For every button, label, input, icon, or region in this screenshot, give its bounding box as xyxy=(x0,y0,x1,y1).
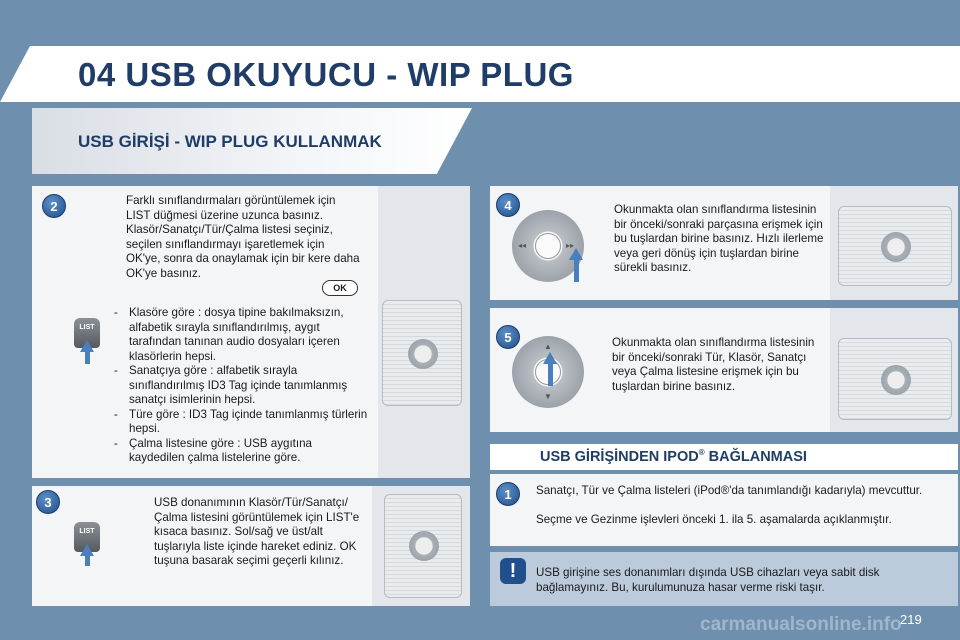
press-arrow-icon xyxy=(80,340,94,352)
radio-unit-illustration xyxy=(384,494,462,598)
radio-knob-icon xyxy=(881,232,911,262)
forward-icon: ▸▸ xyxy=(566,241,575,250)
down-icon: ▼ xyxy=(544,392,552,401)
step-3-paragraph: USB donanımının Klasör/Tür/Sanatçı/ Çalma listesini görüntülemek için LIST'e kısaca basınız. Sol/sağ ve üst/alt tuşlarıyla liste içinde hareket ediniz. OK tuşuna basarak seçimi geçerli kılınız. xyxy=(154,496,360,567)
bullet-genre: - Türe göre : ID3 Tag içinde tanımlanmış türlerin hepsi. xyxy=(112,408,370,437)
warning-icon: ! xyxy=(500,558,526,584)
section-title: USB GİRİŞİ - WIP PLUG KULLANMAK xyxy=(78,132,382,151)
press-arrow-stem xyxy=(548,364,553,386)
registered-mark: ® xyxy=(698,448,705,457)
step-5-badge: 5 xyxy=(496,325,520,349)
step-2-bullet-list xyxy=(112,306,370,466)
bullet-artist: - Sanatçıya göre : alfabetik sırayla sınıflandırılmış ID3 Tag içinde tanımlanmış sanatçı isimlerinin hepsi. xyxy=(112,364,370,408)
step-4-paragraph: Okunmakta olan sınıflandırma listesinin bir önceki/sonraki parçasına erişmek için bu tuşlardan birine basınız. Hızlı ilerleme veya geri dönüş için tuşlardan birine sürekli basınız. xyxy=(614,203,824,274)
step-5-paragraph: Okunmakta olan sınıflandırma listesinin bir önceki/sonraki Tür, Klasör, Sanatçı veya Çalma listesine erişmek için bu tuşlardan birine basınız. xyxy=(612,336,815,393)
step-2-badge: 2 xyxy=(42,194,66,218)
list-button-icon: LIST xyxy=(74,318,100,348)
radio-knob-icon xyxy=(881,365,911,395)
step-2-paragraph: Farklı sınıflandırmaları görüntülemek için LIST düğmesi üzerine uzunca basınız. Klasör/Sanatçı/Tür/Çalma listesi seçiniz, seçilen sınıflandırmayı işaretlemek için OK'ye, sonra da onaylamak için bir kere daha OK'ye basınız. xyxy=(126,194,360,280)
list-button-icon: LIST xyxy=(74,522,100,552)
radio-unit-illustration xyxy=(838,338,952,420)
step-1-line-2: Seçme ve Gezinme işlevleri önceki 1. ila 5. aşamalarda açıklanmıştır. xyxy=(536,513,892,526)
radio-knob-icon xyxy=(408,339,438,369)
press-arrow-icon xyxy=(80,544,94,556)
step-1-badge: 1 xyxy=(496,482,520,506)
dpad-center xyxy=(535,233,561,259)
press-arrow-stem xyxy=(85,556,90,566)
ok-button-icon: OK xyxy=(322,280,358,296)
bullet-folder: - Klasöre göre : dosya tipine bakılmaksızın, alfabetik sırayla sınıflandırılmış, aygıt tarafından tanınan audio dosyaları içeren klasörlerin hepsi. xyxy=(112,306,370,364)
ipod-title-text: USB GİRİŞİNDEN IPOD xyxy=(540,448,699,465)
radio-unit-illustration xyxy=(838,206,952,286)
press-arrow-icon xyxy=(569,248,583,260)
press-arrow-stem xyxy=(85,352,90,364)
page-number: 219 xyxy=(900,612,922,627)
watermark: carmanualsonline.info xyxy=(700,614,902,635)
press-arrow-stem xyxy=(574,260,579,282)
ipod-title-suffix: BAĞLANMASI xyxy=(704,448,807,465)
up-icon: ▲ xyxy=(544,342,552,351)
radio-knob-icon xyxy=(409,531,439,561)
ipod-section-title xyxy=(540,448,807,465)
step-3-badge: 3 xyxy=(36,490,60,514)
bullet-playlist: - Çalma listesine göre : USB aygıtına kaydedilen çalma listelerine göre. xyxy=(112,437,370,466)
step-1-line-1: Sanatçı, Tür ve Çalma listeleri (iPod®'da tanımlandığı kadarıyla) mevcuttur. xyxy=(536,484,923,497)
page-title: 04 USB OKUYUCU - WIP PLUG xyxy=(78,56,574,93)
radio-unit-illustration xyxy=(382,300,462,406)
warning-text: USB girişine ses donanımları dışında USB cihazları veya sabit disk bağlamayınız. Bu, kurulumunuza hasar verme riski taşır. xyxy=(536,566,880,594)
press-arrow-icon xyxy=(543,352,557,364)
step-4-badge: 4 xyxy=(496,193,520,217)
rewind-icon: ◂◂ xyxy=(518,241,527,250)
